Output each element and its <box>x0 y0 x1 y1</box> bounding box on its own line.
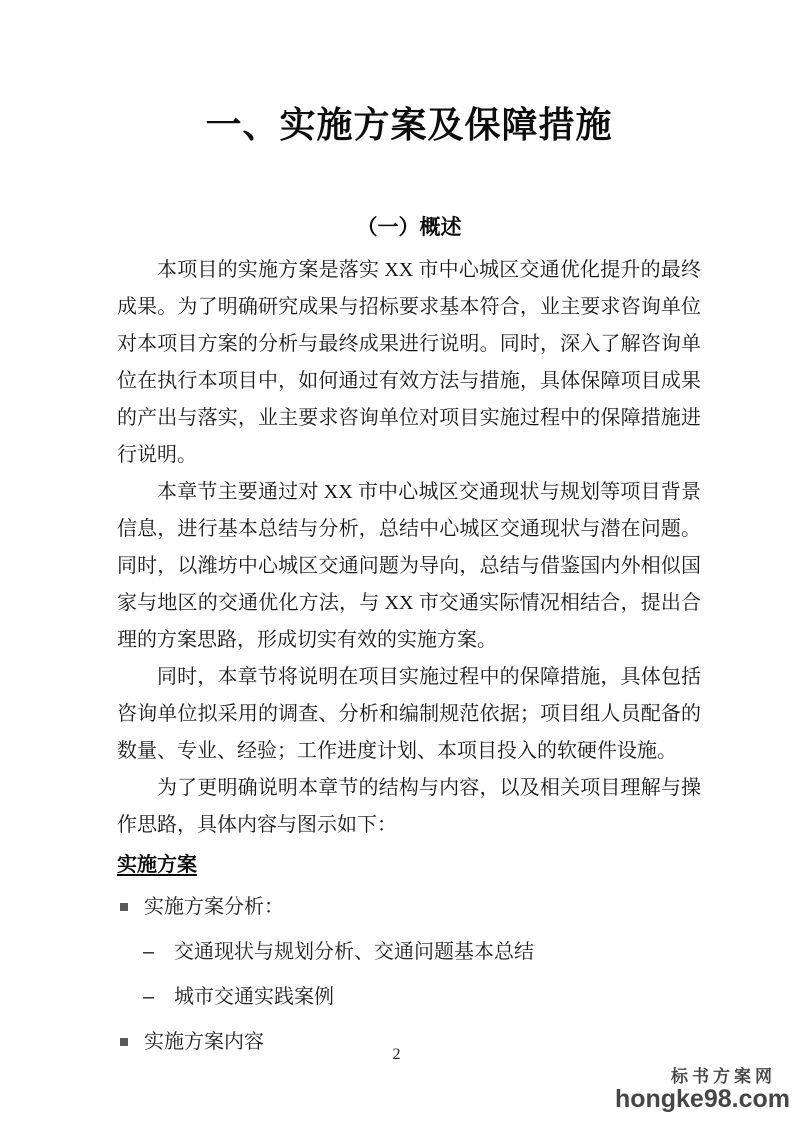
square-bullet-icon <box>120 1038 128 1046</box>
square-bullet-icon <box>120 903 128 911</box>
paragraph-4: 为了更明确说明本章节的结构与内容，以及相关项目理解与操作思路，具体内容与图示如下： <box>117 777 701 836</box>
body-text <box>117 252 701 844</box>
list-subitem <box>117 940 701 965</box>
watermark-domain: hongke98.com <box>614 1085 790 1113</box>
page-number: 2 <box>392 1046 401 1063</box>
dash-bullet-icon: – <box>143 986 155 1008</box>
section-heading: （一）概述 <box>356 215 462 239</box>
list-item-label: 城市交通实践案例 <box>174 986 334 1008</box>
watermark <box>615 1068 790 1112</box>
list-heading: 实施方案 <box>117 854 197 876</box>
list-item-label: 实施方案分析： <box>144 896 284 918</box>
dash-bullet-icon: – <box>143 941 155 963</box>
chapter-title: 一、实施方案及保障措施 <box>205 104 613 145</box>
list-item <box>117 895 701 920</box>
list-item-label: 交通现状与规划分析、交通问题基本总结 <box>174 941 534 963</box>
watermark-site-name: 标书方案网 <box>671 1067 776 1086</box>
paragraph-1: 本项目的实施方案是落实 XX 市中心城区交通优化提升的最终成果。为了明确研究成果与招标要求基本符合，业主要求咨询单位对本项目方案的分析与最终成果进行说明。同时，深入了解咨询单位在执行本项目中，如何通过有效方法与措施，具体保障项目成果的产出与落实，业主要求咨询单位对项目实施过程中的保障措施进行说明。 <box>117 259 701 466</box>
list-item-label: 实施方案内容 <box>144 1031 264 1053</box>
paragraph-2: 本章节主要通过对 XX 市中心城区交通现状与规划等项目背景信息，进行基本总结与分析，总结中心城区交通现状与潜在问题。同时，以潍坊中心城区交通问题为导向，总结与借鉴国内外相似国家与地区的交通优化方法，与 XX 市交通实际情况相结合，提出合理的方案思路，形成切实有效的实施方案。 <box>117 481 701 651</box>
list-subitem <box>117 985 701 1010</box>
outline-list <box>117 895 701 1055</box>
paragraph-3: 同时，本章节将说明在项目实施过程中的保障措施，具体包括咨询单位拟采用的调查、分析和编制规范依据；项目组人员配备的数量、专业、经验；工作进度计划、本项目投入的软硬件设施。 <box>117 666 701 762</box>
